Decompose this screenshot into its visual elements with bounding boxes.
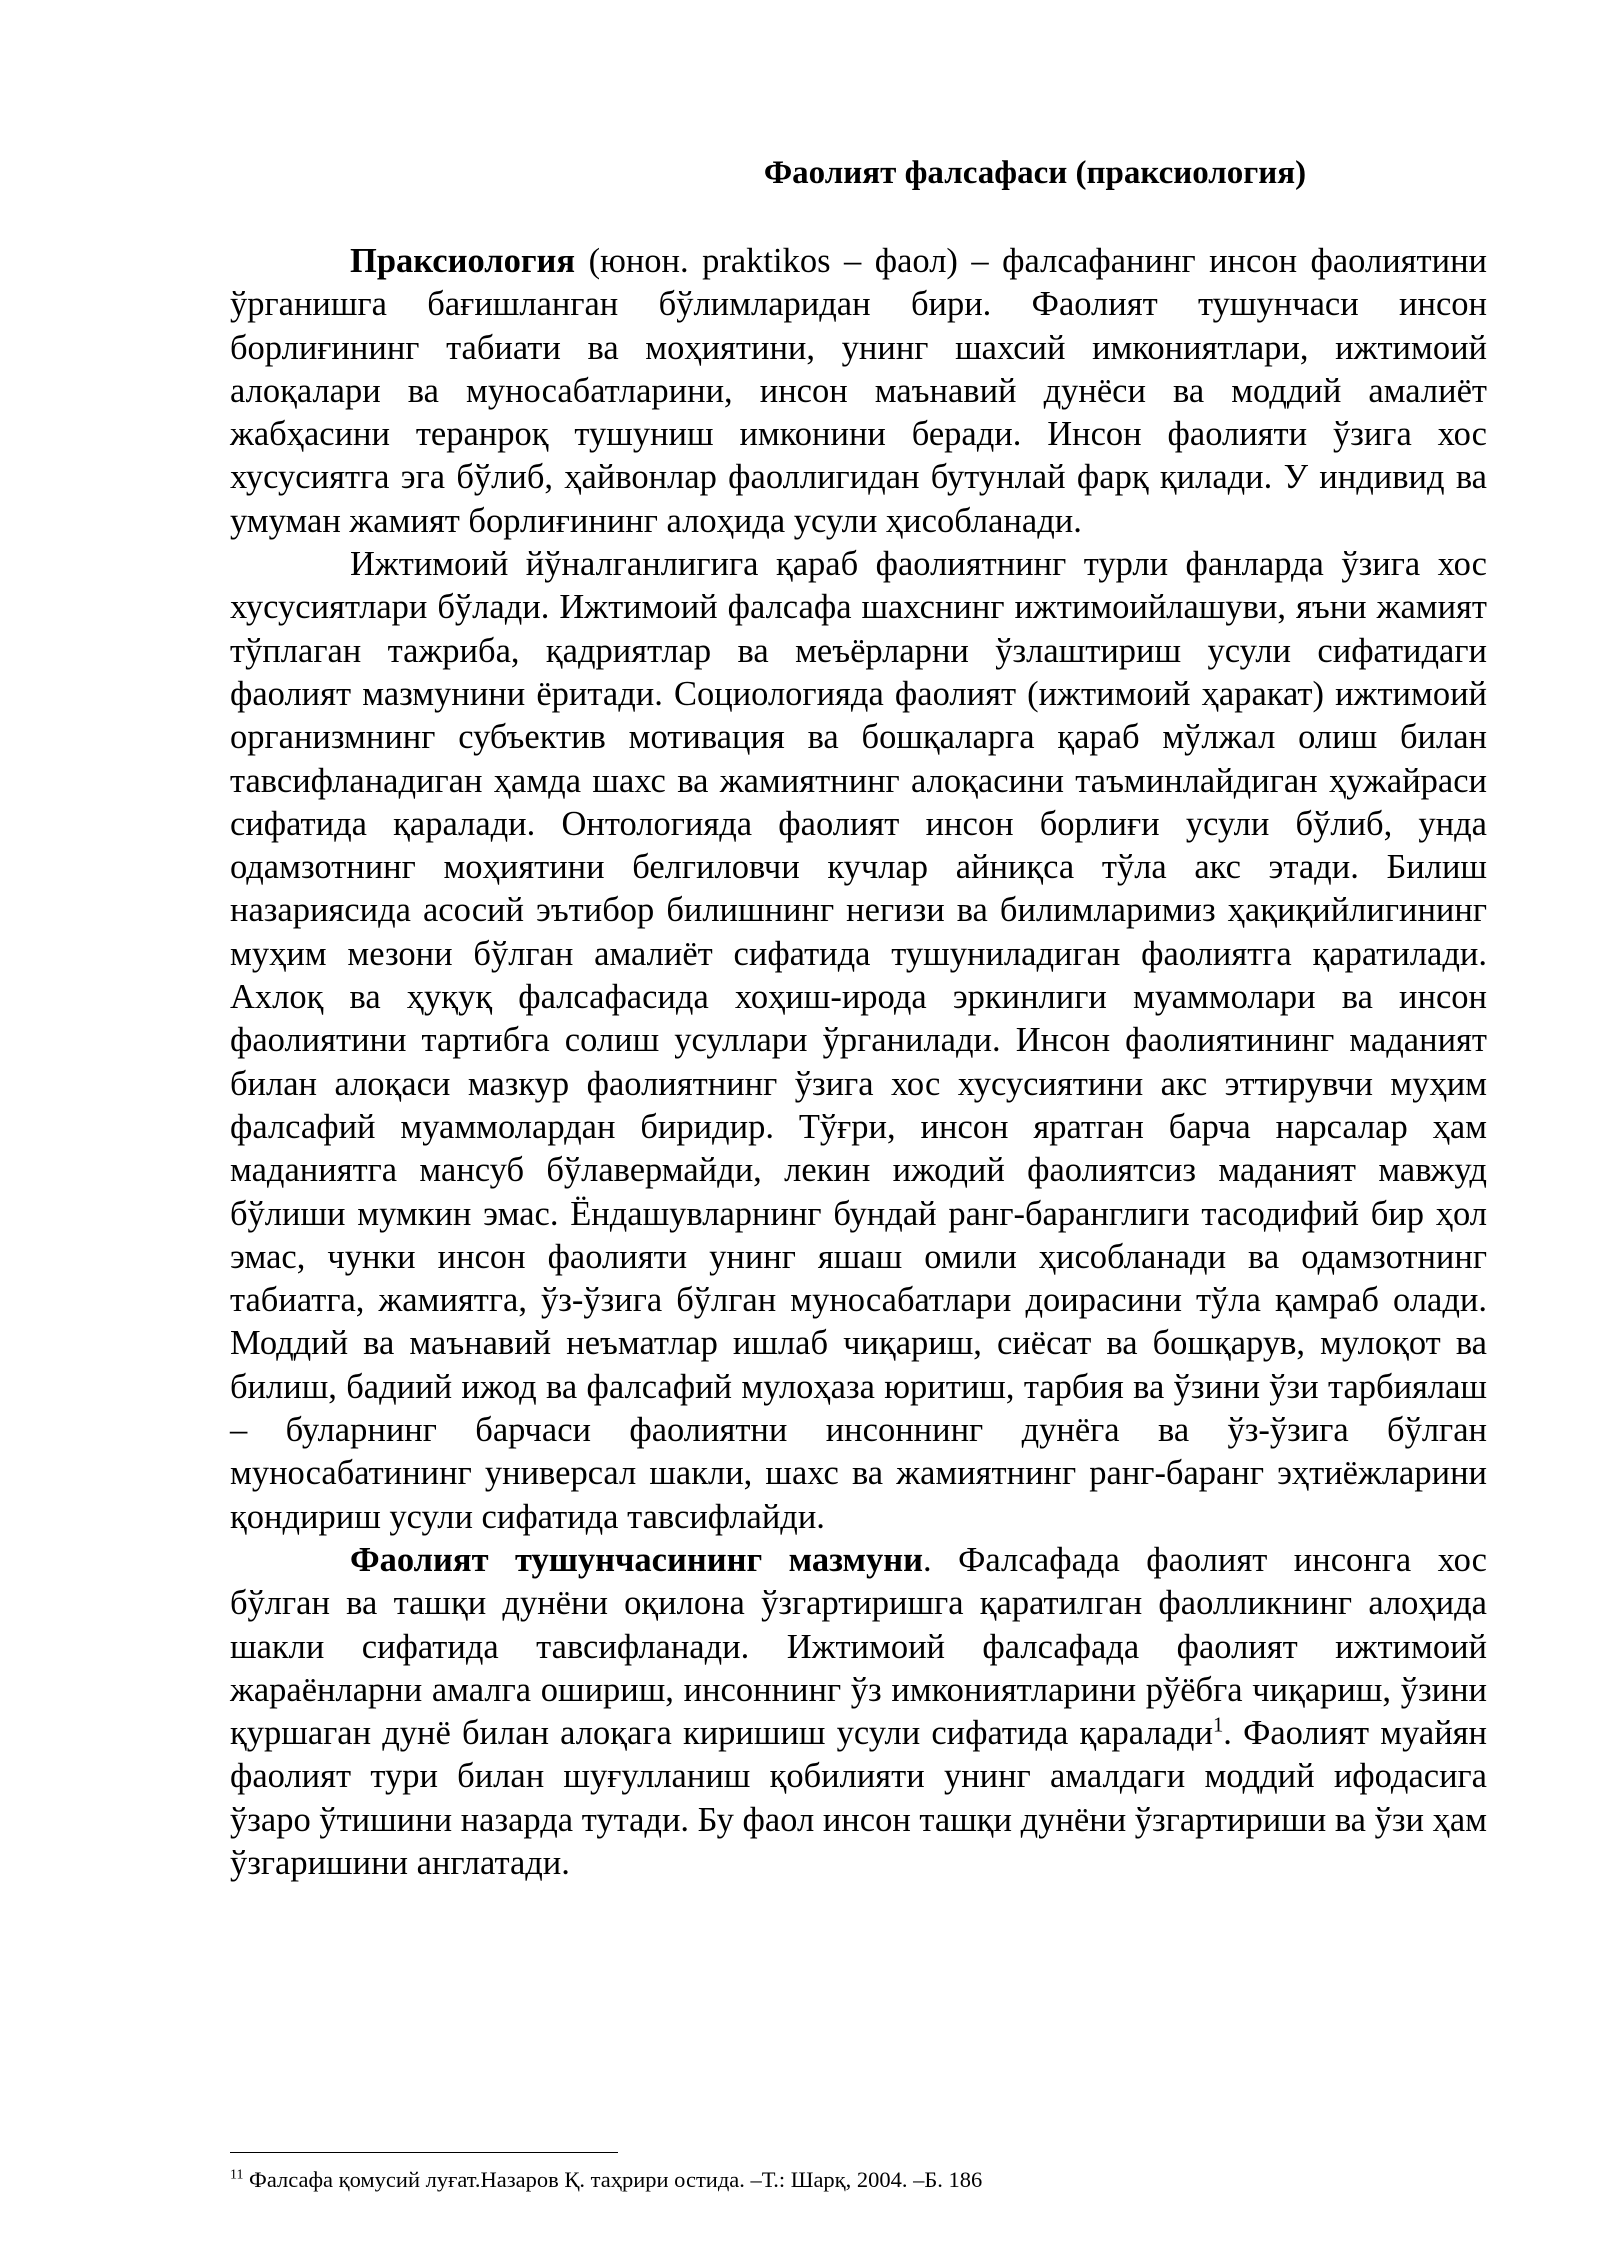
page-title: Фаолият фалсафаси (праксиология) <box>763 155 1307 191</box>
paragraph-praxeology-definition <box>230 240 1487 543</box>
body-text <box>230 240 1487 1885</box>
paragraph-text: . Фаолият муайян фаолият тури билан шуғулланиш қобилияти унинг амалдаги моддий ифодасига ўзаро ўтишини назарда тутади. Бу фаол инсон ташқи дунёни ўзгартириши ва ўзи ҳам ўзгаришини англатади. <box>230 1714 1487 1882</box>
footnote-marker: 11 <box>230 2167 244 2183</box>
footnote-separator <box>230 2152 618 2153</box>
paragraph-social-orientation <box>230 543 1487 1539</box>
paragraph-activity-concept <box>230 1539 1487 1885</box>
footnote-reference: 1 <box>1212 1714 1224 1737</box>
paragraph-text: (юнон. praktikos – фаол) – фалсафанинг инсон фаолиятини ўрганишга бағишланган бўлимларидан бири. Фаолият тушунчаси инсон борлиғининг табиати ва моҳиятини, унинг шахсий имкониятлари, ижтимоий алоқалари ва муносабатларини, инсон маънавий дунёси ва моддий амалиёт жабҳасини теранроқ тушуниш имконини беради. Инсон фаолияти ўзига хос хусусиятга эга бўлиб, ҳайвонлар фаоллигидан бутунлай фарқ қилади. У индивид ва умуман жамият борлиғининг алоҳида усули ҳисобланади. <box>230 242 1487 540</box>
footnote-text: Фалсафа қомусий луғат.Назаров Қ. таҳрири остида. –Т.: Шарқ, 2004. –Б. 186 <box>243 2167 983 2192</box>
paragraph-text: . Фалсафада фаолият инсонга хос бўлган ва ташқи дунёни оқилона ўзгартиришга қаратилган фаолликнинг алоҳида шакли сифатида тавсифланади. Ижтимоий фалсафада фаолият ижтимоий жараёнларни амалга ошириш, инсоннинг ўз имкониятларини рўёбга чиқариш, ўзини қуршаган дунё билан алоқага киришиш усули сифатида қаралади <box>230 1540 1487 1753</box>
paragraph-text: Ижтимоий йўналганлигига қараб фаолиятнинг турли фанларда ўзига хос хусусиятлари бўлади. Ижтимоий фалсафа шахснинг ижтимоийлашуви, яъни жамият тўплаган тажриба, қадриятлар ва меъёрларни ўзлаштириш усули сифатидаги фаолият мазмунини ёритади. Социологияда фаолият (ижтимоий ҳаракат) ижтимоий организмнинг субъектив мотивация ва бошқаларга қараб мўлжал олиш билан тавсифланадиган ҳамда шахс ва жамиятнинг алоқасини таъминлайдиган ҳужайраси сифатида қаралади. Онтологияда фаолият инсон борлиғи усули бўлиб, унда одамзотнинг моҳиятини белгиловчи кучлар айниқса тўла акс этади. Билиш назариясида асосий эътибор билишнинг негизи ва билимларимиз ҳақиқийлигининг муҳим мезони бўлган амалиёт сифатида тушуниладиган фаолиятга қаратилади. Ахлоқ ва ҳуқуқ фалсафасида хоҳиш-ирода эркинлиги муаммолари ва инсон фаолиятини тартибга солиш усуллари ўрганилади. Инсон фаолиятининг маданият билан алоқаси мазкур фаолиятнинг ўзига хос хусусиятини акс эттирувчи муҳим фалсафий муаммолардан биридир. Тўғри, инсон яратган барча нарсалар ҳам маданиятга мансуб бўлавермайди, лекин ижодий фаолиятсиз маданият мавжуд бўлиши мумкин эмас. Ёндашувларнинг бундай ранг-баранглиги тасодифий бир ҳол эмас, чунки инсон фаолияти унинг яшаш омили ҳисобланади ва одамзотнинг табиатга, жамиятга, ўз-ўзига бўлган муносабатлари доирасини тўла қамраб олади. Моддий ва маънавий неъматлар ишлаб чиқариш, сиёсат ва бошқарув, мулоқот ва билиш, бадиий ижод ва фалсафий мулоҳаза юритиш, тарбия ва ўзини ўзи тарбиялаш – буларнинг барчаси фаолиятни инсоннинг дунёга ва ўз-ўзига бўлган муносабатининг универсал шакли, шахс ва жамиятнинг ранг-баранг эҳтиёжларини қондириш усули сифатида тавсифлайди. <box>230 545 1487 1536</box>
term-praxeology: Праксиология <box>350 242 576 280</box>
footnote <box>230 2166 1487 2194</box>
term-activity-concept: Фаолият тушунчасининг мазмуни <box>350 1540 924 1579</box>
